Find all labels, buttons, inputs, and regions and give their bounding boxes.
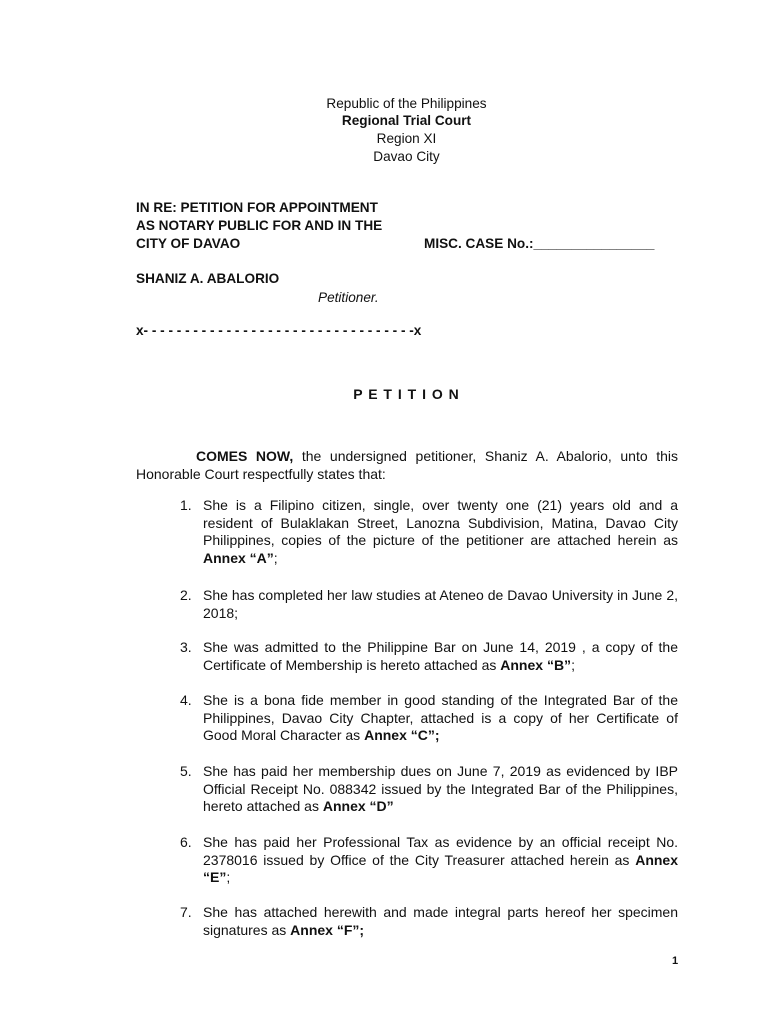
list-item-number: 3.: [180, 639, 192, 655]
list-item-text: She was admitted to the Philippine Bar on June 14, 2019 , a copy of the Certificate of Membership is hereto attached as: [203, 639, 678, 673]
document-title: P E T I T I O N: [353, 386, 460, 402]
list-item-number: 5.: [180, 763, 192, 779]
annex-label: Annex “D”: [322, 798, 394, 814]
list-item-suffix: ;: [273, 549, 278, 566]
list-item-suffix: ;: [226, 869, 231, 885]
intro-paragraph: [136, 448, 678, 483]
list-item-text: She has paid her membership dues on June 7, 2019 as evidenced by IBP Official Receipt No. 088342 issued by the Integrated Bar of the Philippines, hereto attached as: [203, 763, 678, 814]
annex-label: Annex “B”: [500, 656, 572, 673]
list-item-number: 1.: [180, 497, 192, 513]
annex-label: Annex “A”: [203, 549, 274, 566]
list-item: [203, 692, 678, 745]
header-court: Regional Trial Court: [341, 113, 472, 128]
petitioner-role: Petitioner.: [318, 290, 379, 305]
header-region: Region XI: [376, 131, 437, 146]
header-republic: Republic of the Philippines: [326, 96, 487, 111]
list-item-text: She has attached herewith and made integral parts hereof her specimen signatures as: [203, 904, 678, 938]
page-number: 1: [672, 955, 679, 967]
list-item-text: She has completed her law studies at Ateneo de Davao University in June 2, 2018;: [203, 587, 678, 621]
intro-lead: COMES NOW,: [196, 448, 294, 464]
list-item: [203, 497, 678, 567]
list-item: [203, 834, 678, 887]
list-item-suffix: ;: [571, 656, 575, 673]
list-item-text: She is a bona fide member in good standing of the Integrated Bar of the Philippines, Davao City Chapter, attached is a copy of her Certificate of Good Moral Character as: [203, 692, 678, 743]
intro-text-1: the undersigned petitioner, Shaniz A. Abalorio: [293, 448, 608, 464]
caption-title-line1: IN RE: PETITION FOR APPOINTMENT: [136, 200, 378, 215]
header-city: Davao City: [373, 149, 440, 164]
intro-text-2: , unto this Honorable Court respectfully states that:: [136, 448, 678, 482]
list-item: [203, 639, 678, 674]
caption-title-line3: CITY OF DAVAO: [136, 236, 241, 251]
annex-label: Annex “E”: [203, 851, 678, 885]
case-number: MISC. CASE No.:________________: [424, 236, 655, 251]
list-item: [203, 904, 678, 939]
list-item-text: She has paid her Professional Tax as evidence by an official receipt No. 2378016 issued by Office of the City Treasurer attached herein as: [203, 834, 678, 868]
list-item-number: 7.: [180, 904, 192, 920]
list-item: [203, 763, 678, 816]
list-item-number: 2.: [180, 587, 192, 603]
caption-title-line2: AS NOTARY PUBLIC FOR AND IN THE: [136, 218, 383, 233]
petitioner-name: SHANIZ A. ABALORIO: [136, 271, 280, 286]
list-item: [203, 587, 678, 622]
annex-label: Annex “C”;: [364, 727, 440, 743]
annex-label: Annex “F”;: [290, 921, 365, 938]
list-item-number: 4.: [180, 692, 192, 708]
caption-separator: x- - - - - - - - - - - - - - - - - - - - - - - - - - - - - - - - -x: [136, 323, 422, 338]
list-item-number: 6.: [180, 834, 192, 850]
list-item-text: She is a Filipino citizen, single, over twenty one (21) years old and a resident of Bulaklakan Street, Lanozna Subdivision, Matina, Davao City Philippines, copies of the picture of the petitioner are attached herein as: [203, 497, 678, 548]
